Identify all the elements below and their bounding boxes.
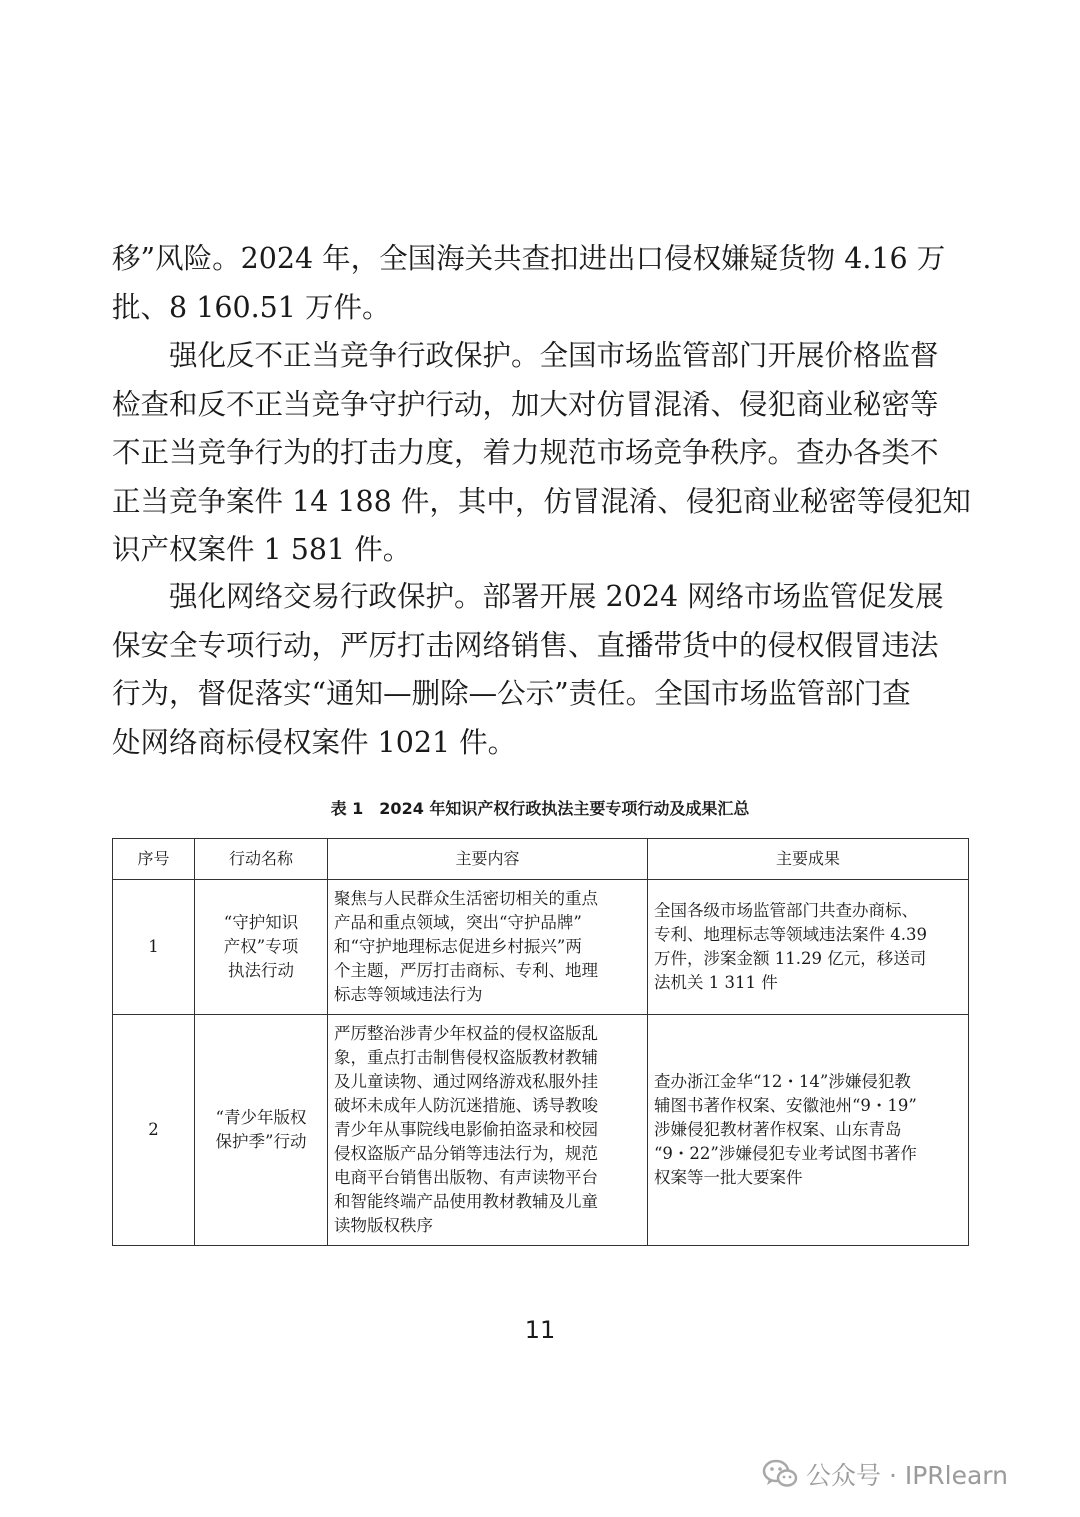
action-name <box>195 1015 328 1246</box>
cell-line: 读物版权秩序 <box>334 1216 433 1235</box>
text-line: 检查和反不正当竞争守护行动，加大对仿冒混淆、侵犯商业秘密等 <box>112 387 939 421</box>
cell-line: 电商平台销售出版物、有声读物平台 <box>334 1168 598 1187</box>
cell-line: 全国各级市场监管部门共查办商标、 <box>654 901 918 920</box>
cell-line: 查办浙江金华“12・14”涉嫌侵犯教 <box>654 1072 911 1091</box>
summary-table <box>112 838 969 1246</box>
text-line: 不正当竞争行为的打击力度，着力规范市场竞争秩序。查办各类不 <box>112 436 939 469</box>
table-header-row <box>113 839 969 880</box>
wechat-icon <box>762 1459 798 1489</box>
cell-line: 聚焦与人民群众生活密切相关的重点 <box>334 889 598 908</box>
main-content <box>328 1015 648 1246</box>
cell-line: 法机关 1 311 件 <box>654 973 778 992</box>
cell-line: 侵权盗版产品分销等违法行为，规范 <box>334 1144 598 1163</box>
table-row <box>113 1015 969 1246</box>
cell-line: 辅图书著作权案、安徽池州“9・19” <box>654 1096 917 1115</box>
cell-line: 和“守护地理标志促进乡村振兴”两 <box>334 937 582 956</box>
table-row <box>113 880 969 1015</box>
cell-line: 象，重点打击制售侵权盗版教材教辅 <box>334 1048 598 1067</box>
cell-line: 个主题，严厉打击商标、专利、地理 <box>334 961 598 980</box>
text-line: 正当竞争案件 14 188 件，其中，仿冒混淆、侵犯商业秘密等侵犯知 <box>112 484 971 518</box>
text-line: 强化反不正当竞争行政保护。全国市场监管部门开展价格监督 <box>169 339 939 372</box>
action-name <box>195 880 328 1015</box>
cell-line: “守护知识 <box>223 913 299 932</box>
cell-line: 执法行动 <box>228 961 294 980</box>
text-line: 批、8 160.51 万件。 <box>112 290 391 324</box>
cell-line: 保护季”行动 <box>215 1132 307 1151</box>
header-number: 序号 <box>113 839 195 880</box>
cell-line: 及儿童读物、通过网络游戏私服外挂 <box>334 1072 598 1091</box>
header-action-name: 行动名称 <box>195 839 328 880</box>
cell-line: 破坏未成年人防沉迷措施、诱导教唆 <box>334 1096 598 1115</box>
row-number: 2 <box>113 1015 195 1246</box>
cell-line: 和智能终端产品使用教材教辅及儿童 <box>334 1192 598 1211</box>
cell-line: 严厉整治涉青少年权益的侵权盗版乱 <box>334 1024 598 1043</box>
row-number: 1 <box>113 880 195 1015</box>
cell-line: 青少年从事院线电影偷拍盗录和校园 <box>334 1120 598 1139</box>
text-line: 行为，督促落实“通知—删除—公示”责任。全国市场监管部门查 <box>112 677 911 710</box>
text-line: 强化网络交易行政保护。部署开展 2024 网络市场监管促发展 <box>169 580 944 613</box>
watermark-text: 公众号 · IPRlearn <box>806 1461 1008 1490</box>
cell-line: “9・22”涉嫌侵犯专业考试图书著作 <box>654 1144 917 1163</box>
cell-line: 标志等领域违法行为 <box>334 985 483 1004</box>
header-main-content: 主要内容 <box>328 839 648 880</box>
paragraph-2 <box>112 332 971 575</box>
text-line: 识产权案件 1 581 件。 <box>112 533 412 566</box>
text-line: 移”风险。2024 年，全国海关共查扣进出口侵权嫌疑货物 4.16 万 <box>112 242 946 275</box>
paragraph-1 <box>112 235 962 332</box>
text-line: 保安全专项行动，严厉打击网络销售、直播带货中的侵权假冒违法 <box>112 628 939 662</box>
cell-line: 产权”专项 <box>223 937 299 956</box>
cell-line: 专利、地理标志等领域违法案件 4.39 <box>654 925 927 944</box>
table-caption: 表 1 2024 年知识产权行政执法主要专项行动及成果汇总 <box>330 799 750 818</box>
main-results <box>648 880 969 1015</box>
cell-line: 万件，涉案金额 11.29 亿元，移送司 <box>654 949 927 968</box>
cell-line: “青少年版权 <box>215 1108 307 1127</box>
cell-line: 产品和重点领域，突出“守护品牌” <box>334 913 582 932</box>
main-results <box>648 1015 969 1246</box>
text-line: 处网络商标侵权案件 1021 件。 <box>112 725 517 759</box>
main-content <box>328 880 648 1015</box>
paragraph-3 <box>112 573 962 767</box>
watermark <box>762 1456 1008 1492</box>
cell-line: 涉嫌侵犯教材著作权案、山东青岛 <box>654 1120 902 1139</box>
page-number: 11 <box>524 1316 556 1344</box>
cell-line: 权案等一批大要案件 <box>654 1168 803 1187</box>
header-main-results: 主要成果 <box>648 839 969 880</box>
